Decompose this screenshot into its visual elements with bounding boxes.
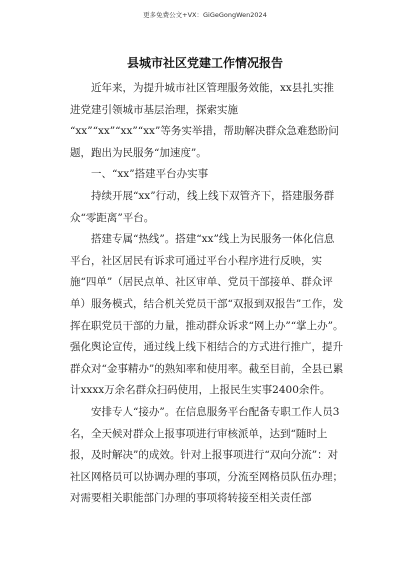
document-title: 县城市社区党建工作情况报告	[126, 56, 283, 70]
intro-paragraph-2: “xx”“xx”“xx”“xx”等务实举措，帮助解决群众急难愁盼问题，跑出为民服务“加速度”。	[70, 125, 339, 159]
intro-paragraph-1: 近年来，为提升城市社区管理服务效能，xx县扎实推进党建引领城市基层治理，探索实施	[70, 82, 334, 116]
section-heading-1: 一、“xx”搭建平台办实事	[91, 168, 209, 181]
paragraph-hotline: 搭建专属“热线”。搭建“xx”线上为民服务一体化信息平台，社区居民有诉求可通过平台小程序进行反映，实施“四单”（居民点单、社区审单、党员干部接单、群众评单）服务模式，结合机关党员干部“双报到双报告”工作，发挥在职党员干部的力量，推动群众诉求“网上办”“掌上办”。强化舆论宣传，通过线上线下相结合的方式进行推广，提升群众对“金事精办”的熟知率和使用率。截至目前，全县已累计xxxx万余名群众扫码使用，上报民生实事2400余件。	[70, 233, 344, 397]
header-watermark-note: 更多免费公文+VX：GiGeGongWen2024	[143, 11, 267, 19]
paragraph-dedicated-staff: 安排专人“接办”。在信息服务平台配备专职工作人员3名，全天候对群众上报事项进行审核派单，达到“随时上报，及时解决”的成效。针对上报事项进行“双向分流”：对社区网格员可以协调办理的事项，分流至网格员队伍办理；对需要相关职能部门办理的事项将转接至相关责任部	[70, 405, 343, 505]
paragraph-platform-action: 持续开展“xx”行动，线上线下双管齐下，搭建服务群众“零距离”平台。	[70, 189, 335, 224]
document-body	[70, 78, 344, 510]
